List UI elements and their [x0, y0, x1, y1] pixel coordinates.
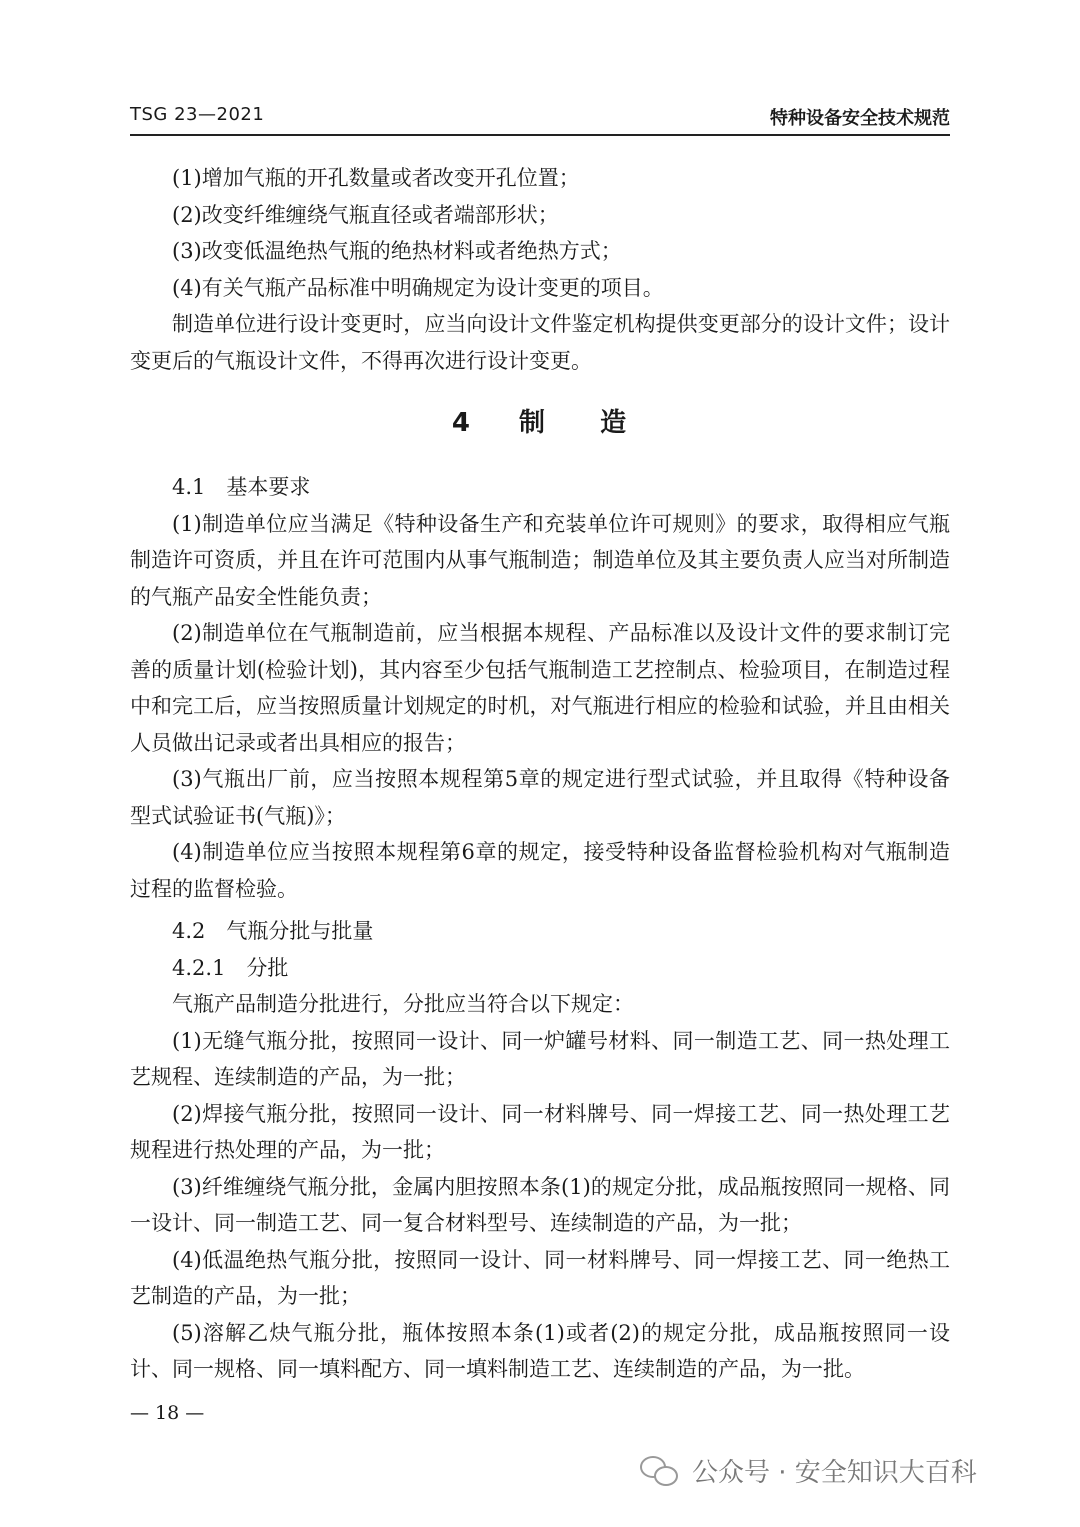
- paragraph: 制造单位进行设计变更时，应当向设计文件鉴定机构提供变更部分的设计文件；设计变更后的气瓶设计文件，不得再次进行设计变更。: [130, 312, 950, 373]
- section-heading: 4.1 基本要求: [172, 475, 311, 499]
- list-item: (3)纤维缠绕气瓶分批，金属内胆按照本条(1)的规定分批，成品瓶按照同一规格、同一设计、同一制造工艺、同一复合材料型号、连续制造的产品，为一批；: [130, 1174, 950, 1235]
- paragraph: 气瓶产品制造分批进行，分批应当符合以下规定：: [172, 992, 634, 1016]
- list-item: (4)低温绝热气瓶分批，按照同一设计、同一材料牌号、同一焊接工艺、同一绝热工艺制造的产品，为一批；: [130, 1247, 950, 1308]
- chapter-number: 4: [451, 408, 472, 438]
- wechat-icon: [640, 1456, 678, 1486]
- watermark: [640, 1452, 977, 1489]
- list-item: (1)制造单位应当满足《特种设备生产和充装单位许可规则》的要求，取得相应气瓶制造许可资质，并且在许可范围内从事气瓶制造；制造单位及其主要负责人应当对所制造的气瓶产品安全性能负责；: [130, 511, 950, 609]
- list-item: (4)制造单位应当按照本规程第6章的规定，接受特种设备监督检验机构对气瓶制造过程的监督检验。: [130, 840, 950, 901]
- page-header: [130, 104, 950, 136]
- chapter-title-part: 制: [519, 408, 548, 438]
- header-title: 特种设备安全技术规范: [770, 108, 950, 129]
- list-item: (2)改变纤维缠绕气瓶直径或者端部形状；: [172, 202, 559, 227]
- watermark-text: 公众号 · 安全知识大百科: [692, 1458, 977, 1488]
- list-item: (4)有关气瓶产品标准中明确规定为设计变更的项目。: [172, 275, 664, 300]
- list-item: (5)溶解乙炔气瓶分批，瓶体按照本条(1)或者(2)的规定分批，成品瓶按照同一设计、同一规格、同一填料配方、同一填料制造工艺、连续制造的产品，为一批。: [130, 1320, 950, 1381]
- page-number: — 18 —: [130, 1402, 205, 1424]
- list-item: (3)气瓶出厂前，应当按照本规程第5章的规定进行型式试验，并且取得《特种设备型式试验证书(气瓶)》；: [130, 767, 950, 828]
- page-body: [130, 160, 950, 1388]
- list-item: (1)无缝气瓶分批，按照同一设计、同一炉罐号材料、同一制造工艺、同一热处理工艺规程、连续制造的产品，为一批；: [130, 1028, 950, 1089]
- list-item: (3)改变低温绝热气瓶的绝热材料或者绝热方式；: [172, 239, 622, 263]
- list-item: (2)制造单位在气瓶制造前，应当根据本规程、产品标准以及设计文件的要求制订完善的质量计划(检验计划)，其内容至少包括气瓶制造工艺控制点、检验项目，在制造过程中和完工后，应当按照质量计划规定的时机，对气瓶进行相应的检验和试验，并且由相关人员做出记录或者出具相应的报告；: [130, 621, 950, 755]
- list-item: (2)焊接气瓶分批，按照同一设计、同一材料牌号、同一焊接工艺、同一热处理工艺规程进行热处理的产品，为一批；: [130, 1101, 950, 1162]
- list-item: (1)增加气瓶的开孔数量或者改变开孔位置；: [172, 166, 580, 190]
- section-heading: 4.2 气瓶分批与批量: [172, 919, 374, 943]
- chapter-heading: [130, 403, 950, 443]
- standard-code: TSG 23—2021: [130, 104, 265, 125]
- chapter-title-part: 造: [600, 408, 629, 438]
- subsection-heading: 4.2.1 分批: [172, 955, 289, 980]
